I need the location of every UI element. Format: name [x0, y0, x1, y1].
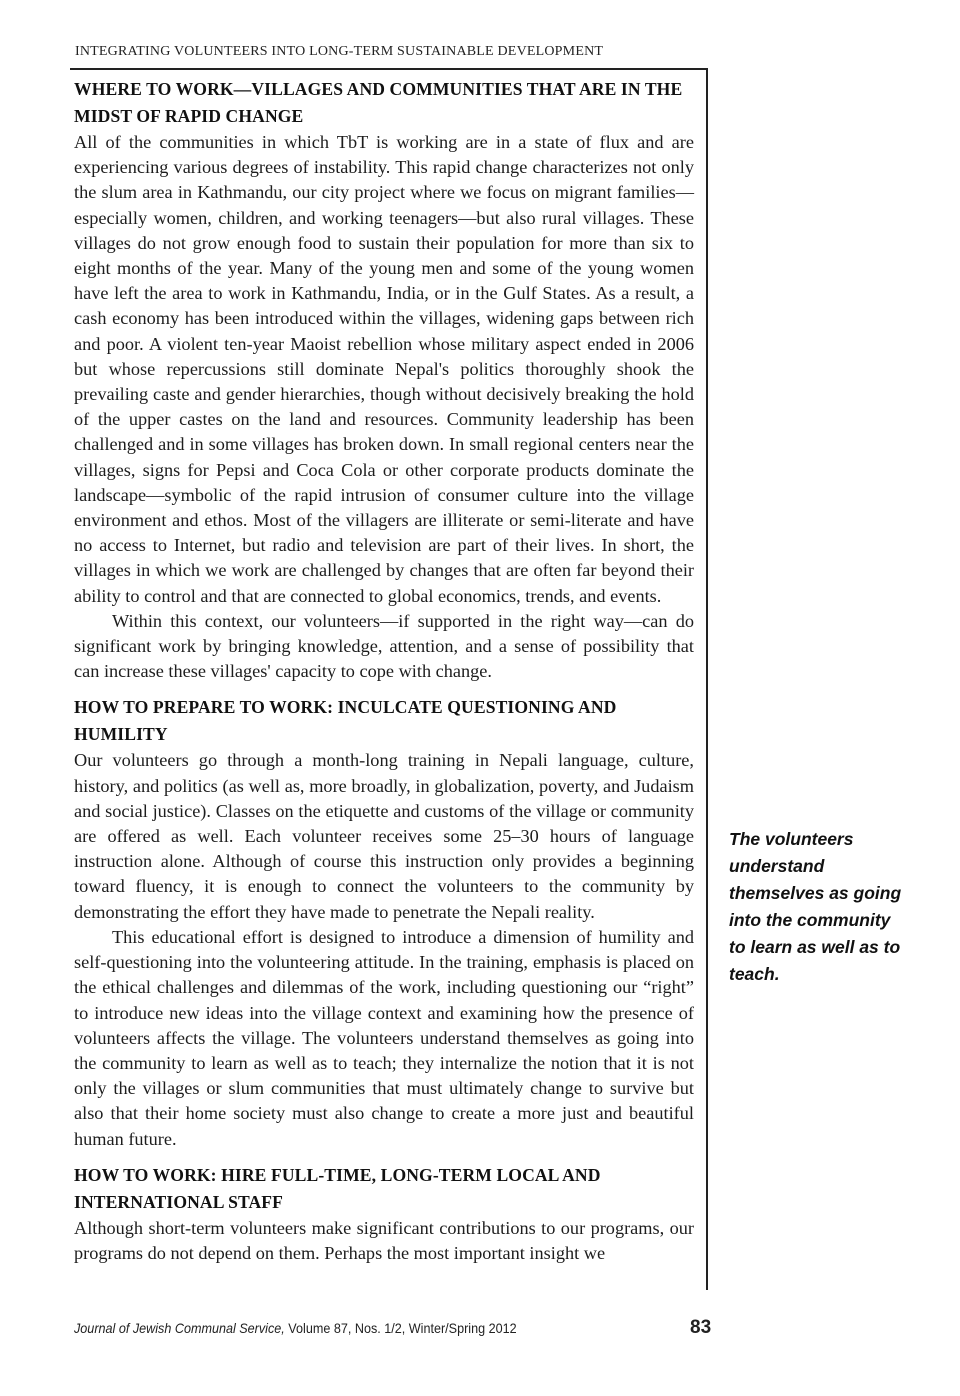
body-paragraph: This educational effort is designed to introduce a dimension of humility and self-questioning into the volunteering attitude. In the training, emphasis is placed on the ethical challenges and dilemmas of the work, including questioning our “right” to introduce new ideas into the village context and examining how the presence of volunteers affects the village. The volunteers understand themselves as going into the community to learn as well as to teach; they internalize the notion that it is not only the villages or slum communities that must ultimately change to survive but also that their home society must also change to create a more just and beautiful human future. — [74, 926, 694, 1149]
section-heading: HOW TO WORK: HIRE FULL-TIME, LONG-TERM LOCAL AND INTERNATIONAL STAFF — [74, 1164, 601, 1212]
body-paragraph: Our volunteers go through a month-long training in Nepali language, culture, history, and politics (as well as, more broadly, in globalization, poverty, and Judaism and social justice). Classes on the etiquette and customs of the village or community are offered as well. Each volunteer receives some 25–30 hours of language instruction alone. Although of course this instruction only provides a beginning toward fluency, it is enough to connect the volunteers to the community by demonstrating the effort they have made to penetrate the Nepali reality. — [74, 750, 694, 922]
journal-title: Journal of Jewish Communal Service, — [74, 1320, 285, 1336]
body-paragraph: Within this context, our volunteers—if supported in the right way—can do significant work by bringing knowledge, attention, and a sense of possibility that can increase these villages' capacity to cope with change. — [74, 610, 694, 682]
section-heading: WHERE TO WORK—VILLAGES AND COMMUNITIES THAT ARE IN THE MIDST OF RAPID CHANGE — [74, 79, 683, 126]
section-how-to-prepare — [74, 694, 694, 1151]
section-where-to-work — [74, 76, 694, 684]
journal-citation — [74, 1320, 517, 1336]
column-rule — [706, 68, 708, 1290]
page-number: 83 — [690, 1317, 712, 1338]
section-heading: HOW TO PREPARE TO WORK: INCULCATE QUESTIONING AND HUMILITY — [74, 697, 617, 745]
journal-details: Volume 87, Nos. 1/2, Winter/Spring 2012 — [284, 1320, 517, 1336]
body-paragraph: Although short-term volunteers make significant contributions to our programs, our programs do not depend on them. Perhaps the most important insight we — [74, 1217, 694, 1263]
main-column — [74, 76, 694, 1276]
body-paragraph: All of the communities in which TbT is working are in a state of flux and are experiencing various degrees of instability. This rapid change characterizes not only the slum area in Kathmandu, our city project where we focus on migrant families—especially women, children, and working teenagers—but also rural villages. These villages do not grow enough food to sustain their population for more than six to eight months of the year. Many of the young men and some of the young women have left the area to work in Kathmandu, India, or in the Gulf States. As a result, a cash economy has been introduced within the villages, widening gaps between rich and poor. A violent ten-year Maoist rebellion whose military aspect ended in 2006 but whose repercussions still dominate Nepal's politics thoroughly shook the prevailing caste and gender hierarchies, though without decisively breaking the hold of the upper castes on the land and resources. Community leadership has been challenged and in some villages has broken down. In small regional centers near the villages, signs for Pepsi and Coca Cola or other corporate products dominate the landscape—symbolic of the rapid intrusion of consumer culture into the village environment and ethos. Most of the villagers are illiterate or semi-literate and have no access to Internet, but radio and television are part of their lives. In short, the villages in which we work are challenged by changes that are often far beyond their ability to control and that are connected to global economics, trends, and events. — [74, 132, 694, 606]
page-footer — [74, 1317, 714, 1341]
top-rule — [70, 68, 708, 70]
section-how-to-work — [74, 1162, 694, 1266]
running-head: INTEGRATING VOLUNTEERS INTO LONG-TERM SUSTAINABLE DEVELOPMENT — [75, 44, 604, 59]
pull-quote: The volunteers understand themselves as going into the community to learn as well as to teach. — [729, 829, 902, 984]
